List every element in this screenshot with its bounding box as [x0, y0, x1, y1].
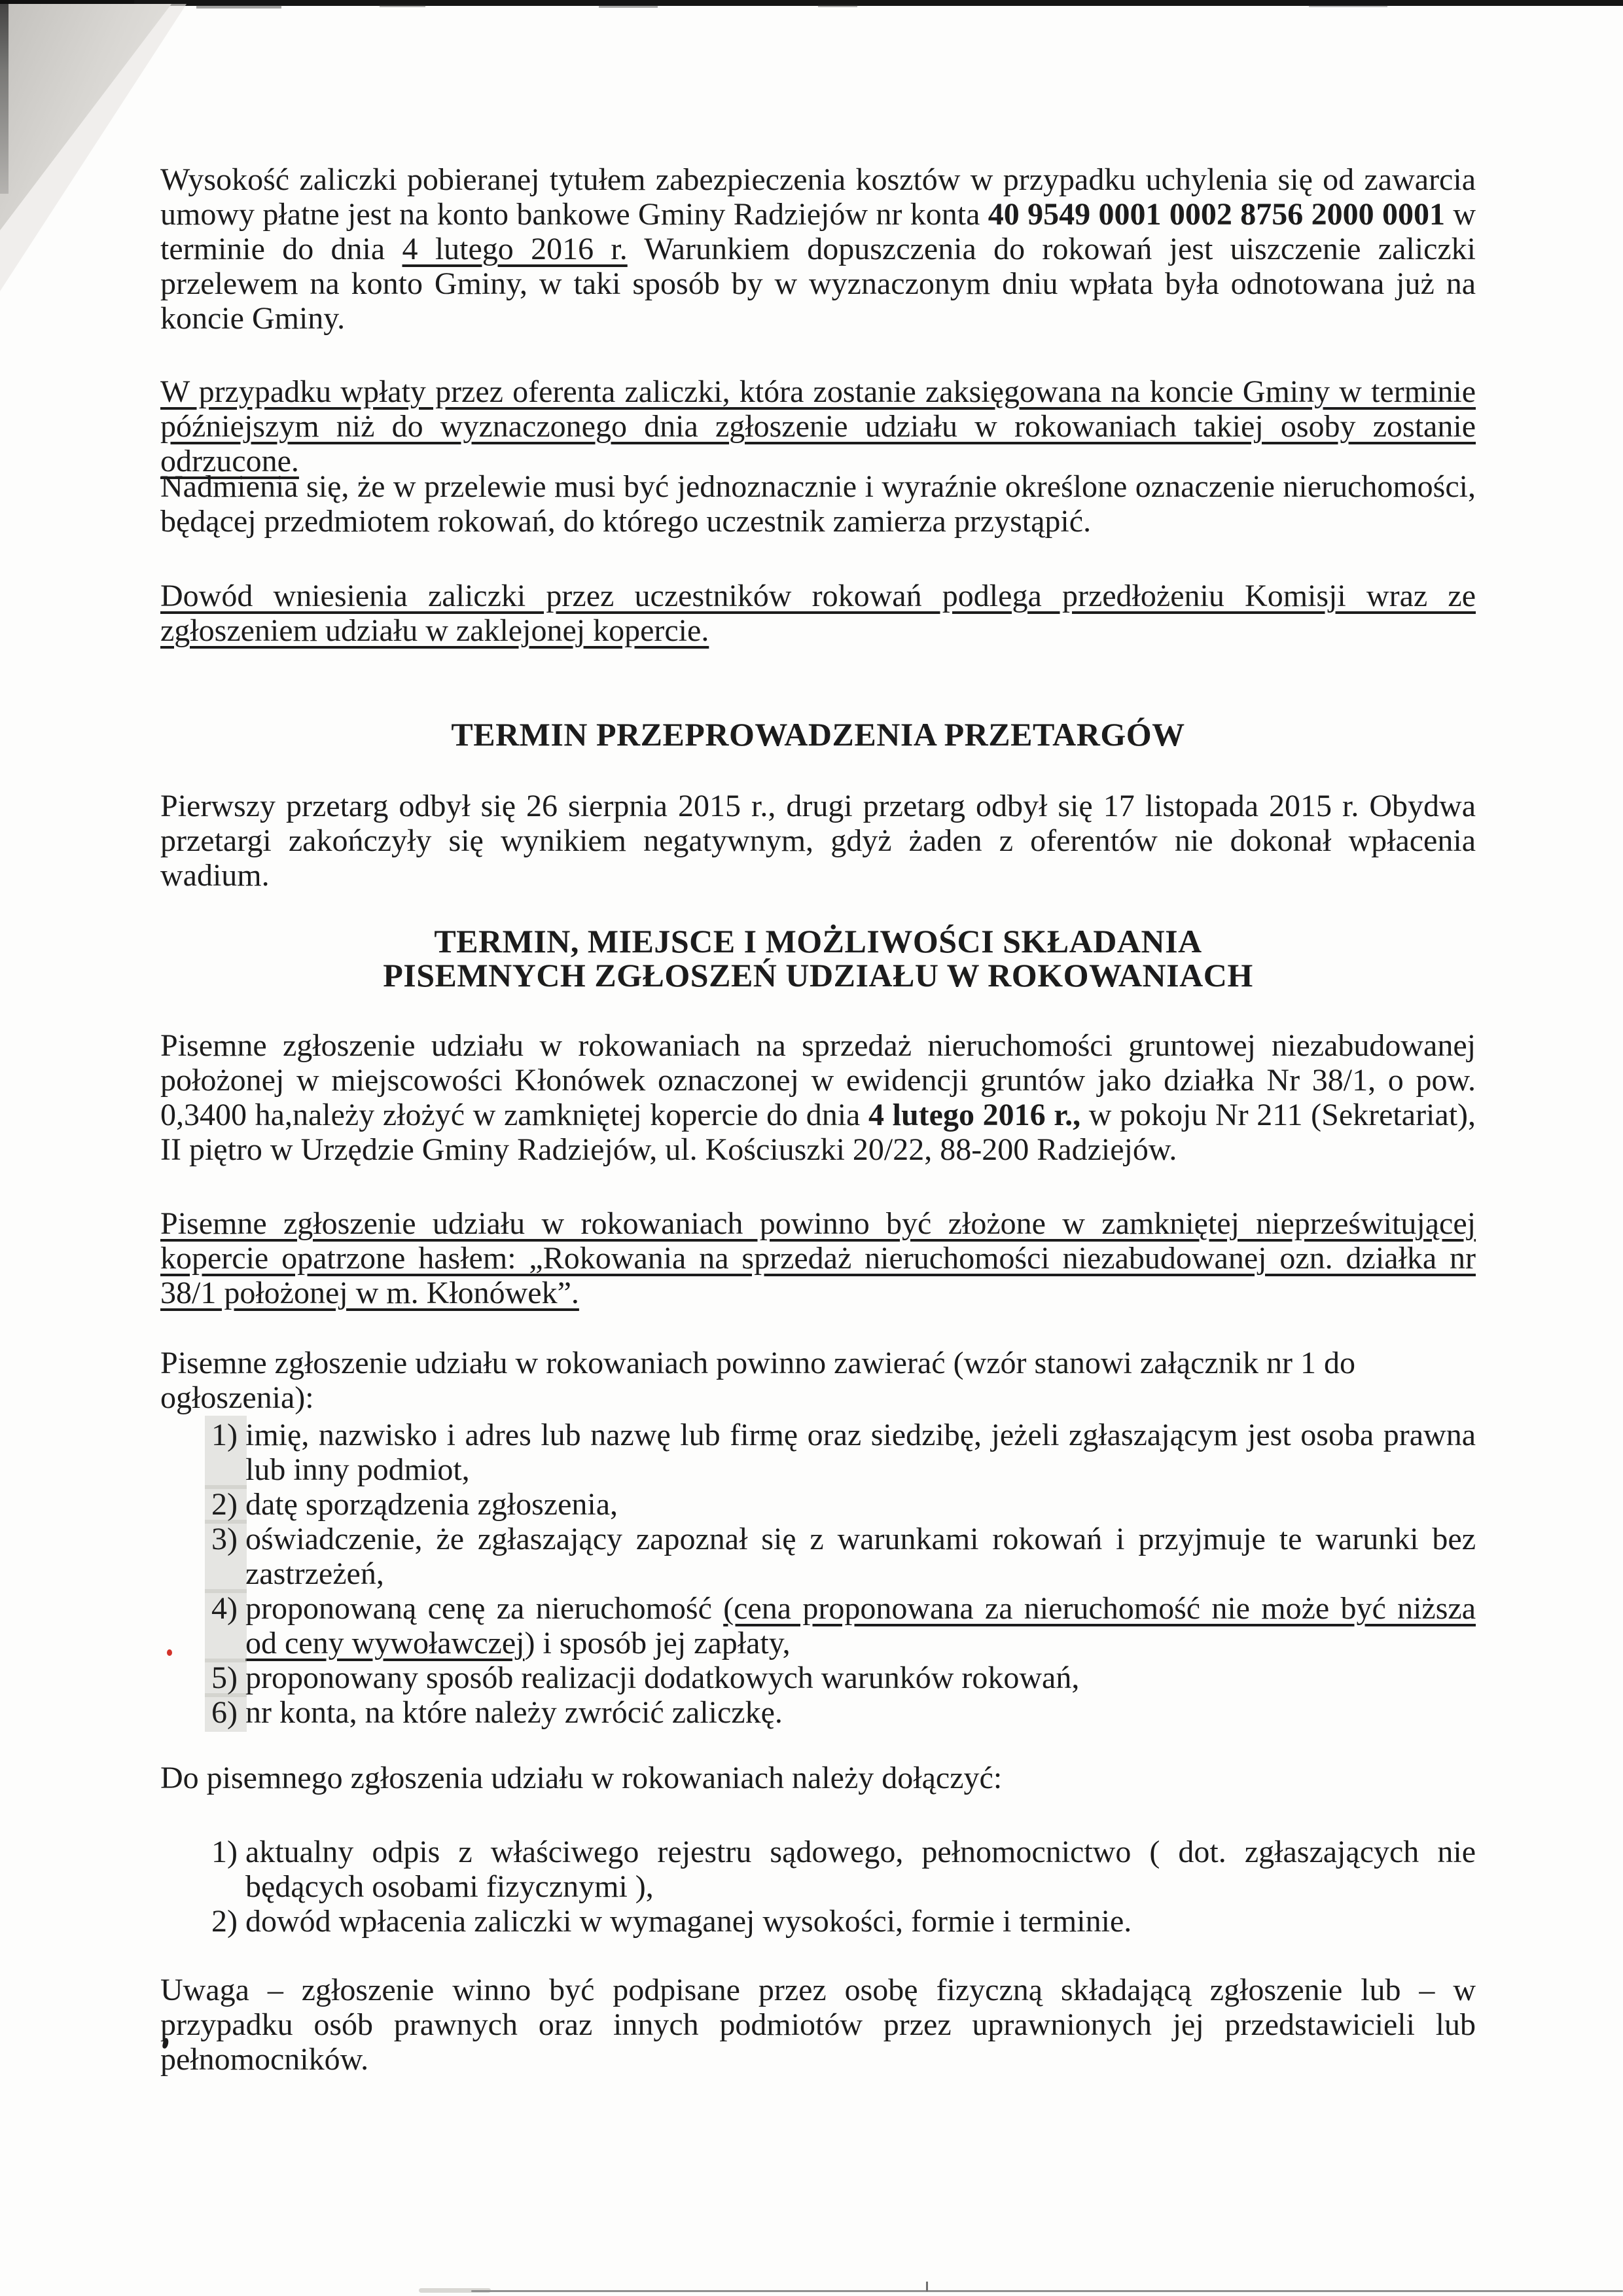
section-heading-auction-dates: TERMIN PRZEPROWADZENIA PRZETARGÓW: [451, 716, 1185, 753]
scan-smudge-artifact: [818, 5, 857, 7]
scan-left-edge-artifact: [0, 4, 9, 194]
list-item-number: 5): [211, 1660, 238, 1695]
paragraph-late-payment-rejection: W przypadku wpłaty przez oferenta zaliczki, która zostanie zaksięgowana na koncie Gminy w terminie późniejszym niż do wyznaczonego dnia zgłoszenie udziału w rokowaniach takiej osoby zostanie odrzucone.: [160, 374, 1476, 478]
list-required-attachments: [160, 1835, 1476, 1939]
list-item-text: imię, nazwisko i adres lub nazwę lub firmę oraz siedzibę, jeżeli zgłaszającym jest osoba prawna lub inny podmiot,: [245, 1418, 1476, 1487]
list-item-text: proponowany sposób realizacji dodatkowych warunków rokowań,: [245, 1660, 1080, 1695]
list-item: [160, 1522, 1476, 1591]
paragraph-text: w pokoju Nr 211 (Sekretariat), II piętro w Urzędzie Gminy Radziejów, ul. Kościuszki 20/22, 88-200 Radziejów.: [160, 1098, 1476, 1167]
list-item-text: datę sporządzenia zgłoszenia,: [245, 1487, 618, 1522]
scan-smudge-artifact: [196, 5, 281, 9]
list-item-number: 2): [211, 1904, 238, 1939]
payment-deadline-date: 4 lutego 2016 r.: [402, 232, 628, 266]
paragraph-text: w terminie do dnia: [160, 197, 1476, 266]
scan-smudge-artifact: [1309, 5, 1387, 7]
list-item-number: 6): [211, 1695, 238, 1730]
scan-smudge-artifact: [599, 5, 658, 8]
section-heading-submission-terms: [160, 924, 1476, 992]
list-item-number: 3): [211, 1522, 238, 1556]
heading-line-2: PISEMNYCH ZGŁOSZEŃ UDZIAŁU W ROKOWANIACH: [383, 957, 1253, 994]
list-item: [160, 1591, 1476, 1660]
list-item-text: nr konta, na które należy zwrócić zaliczkę.: [245, 1695, 783, 1730]
list-item-number: 1): [211, 1418, 238, 1452]
list-item: [160, 1487, 1476, 1522]
paragraph-attachments-intro: Do pisemnego zgłoszenia udziału w rokowaniach należy dołączyć:: [160, 1761, 1003, 1795]
list-item: [160, 1418, 1476, 1487]
paragraph-text: Warunkiem dopuszczenia do rokowań jest uiszczenie zaliczki przelewem na konto Gminy, w taki sposób by w wyznaczonym dniu wpłata była odnotowana już na koncie Gminy.: [160, 232, 1476, 336]
paragraph-previous-auctions-results: Pierwszy przetarg odbył się 26 sierpnia 2015 r., drugi przetarg odbył się 17 listopada 2015 r. Obydwa przetargi zakończyły się wynikiem negatywnym, gdyż żaden z oferentów nie dokonał wpłacenia wadium.: [160, 789, 1476, 893]
list-item: [160, 1660, 1476, 1695]
paragraph-text: Wysokość zaliczki pobieranej tytułem zabezpieczenia kosztów w przypadku uchylenia się od zawarcia umowy płatne jest na konto bankowe Gminy Radziejów nr konta: [160, 162, 1476, 232]
list-item-text: dowód wpłacenia zaliczki w wymaganej wysokości, formie i terminie.: [245, 1904, 1132, 1939]
minimum-price-clause: (cena proponowana za nieruchomość nie może być niższa od ceny wywoławczej: [245, 1591, 1476, 1660]
heading-line-1: TERMIN, MIEJSCE I MOŻLIWOŚCI SKŁADANIA: [434, 923, 1202, 960]
list-item: [160, 1904, 1476, 1939]
submission-deadline-date: 4 lutego 2016 r.,: [868, 1098, 1081, 1132]
list-item-number: 2): [211, 1487, 238, 1522]
scan-smudge-artifact: [380, 5, 425, 7]
list-item: [160, 1695, 1476, 1730]
list-item-number: 4): [211, 1591, 238, 1626]
list-item-text: proponowaną cenę za nieruchomość: [245, 1591, 712, 1626]
paragraph-signature-note: Uwaga – zgłoszenie winno być podpisane przez osobę fizyczną składającą zgłoszenie lub – w przypadku osób prawnych oraz innych podmiotów przez uprawnionych jej przedstawicieli lub pełnomocników.: [160, 1973, 1476, 2077]
paragraph-deposit-proof-requirement: Dowód wniesienia zaliczki przez uczestników rokowań podlega przedłożeniu Komisji wraz ze zgłoszeniem udziału w zaklejonej kopercie.: [160, 579, 1476, 648]
paragraph-text: Pisemne zgłoszenie udziału w rokowaniach na sprzedaż nieruchomości gruntowej niezabudowanej położonej w miejscowości Kłonówek oznaczonej w ewidencji gruntów jako działka Nr 38/1, o pow. 0,3400 ha,należy złożyć w zamkniętej kopercie do dnia: [160, 1028, 1476, 1132]
paragraph-submission-contents-intro: Pisemne zgłoszenie udziału w rokowaniach powinno zawierać (wzór stanowi załącznik nr 1 do ogłoszenia):: [160, 1346, 1356, 1415]
list-item-text: ) i sposób jej zapłaty,: [524, 1626, 791, 1660]
paragraph-transfer-description-requirement: Nadmienia się, że w przelewie musi być jednoznacznie i wyraźnie określone oznaczenie nieruchomości, będącej przedmiotem rokowań, do którego uczestnik zamierza przystąpić.: [160, 469, 1476, 539]
list-item-text: oświadczenie, że zgłaszający zapoznał się z warunkami rokowań i przyjmuje te warunki bez zastrzeżeń,: [245, 1522, 1476, 1591]
paragraph-envelope-labeling-requirement: Pisemne zgłoszenie udziału w rokowaniach powinno być złożone w zamkniętej nieprześwitującej kopercie opatrzone hasłem: „Rokowania na sprzedaż nieruchomości niezabudowanej ozn. działka nr 38/1 położonej w m. Kłonówek”.: [160, 1206, 1476, 1310]
list-item-number: 1): [211, 1835, 238, 1869]
scan-bottom-tick-artifact: [926, 2282, 928, 2291]
bank-account-number: 40 9549 0001 0002 8756 2000 0001: [988, 197, 1445, 232]
list-submission-required-contents: [160, 1418, 1476, 1730]
list-item: [160, 1835, 1476, 1904]
paragraph-submission-place-and-deadline: [160, 1028, 1476, 1167]
scan-bottom-edge-artifact: [471, 2290, 1623, 2292]
list-item-text: aktualny odpis z właściwego rejestru sądowego, pełnomocnictwo ( dot. zgłaszających nie będących osobami fizycznymi ),: [245, 1835, 1476, 1904]
paragraph-deposit-payment-terms: [160, 162, 1476, 336]
